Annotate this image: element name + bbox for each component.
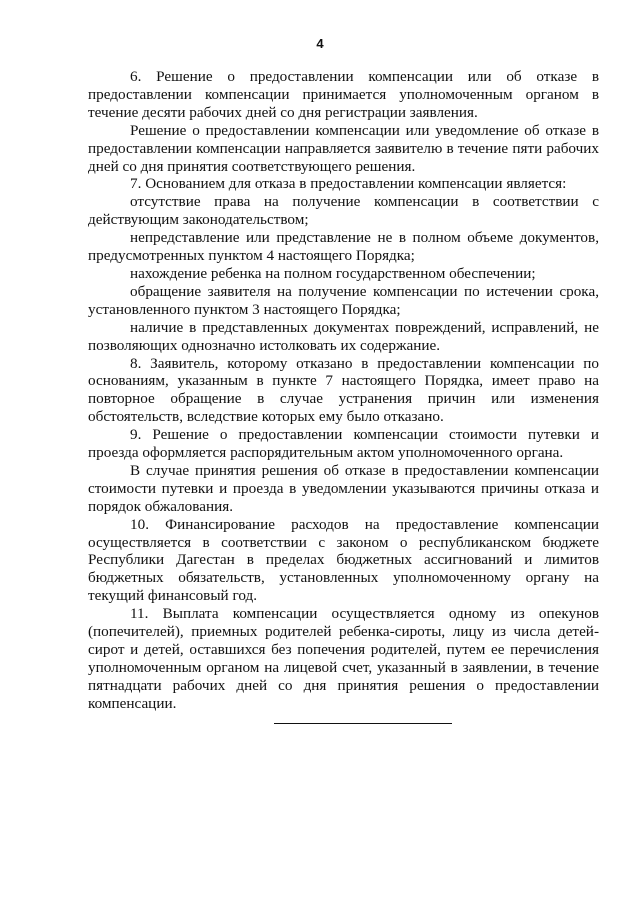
paragraph-11: 11. Выплата компенсации осуществляется одному из опекунов (попечителей), приемных родителей ребенка-сироты, лицу из числа детей-сирот и детей, оставшихся без попечения родителей, путем ее перечисления уполномоченным органом на лицевой счет, указанный в заявлении, в течение пятнадцати рабочих дней со дня принятия решения о предоставлении компенсации.	[88, 605, 599, 712]
page-number: 4	[316, 36, 324, 51]
paragraph-10: 10. Финансирование расходов на предоставление компенсации осуществляется в соответствии с законом о республиканском бюджете Республики Дагестан в пределах бюджетных ассигнований и лимитов бюджетных обязательств, установленных уполномоченному органу на текущий финансовый год.	[88, 515, 599, 605]
paragraph-7-item-documents: непредставление или представление не в полном объеме документов, предусмотренных пунктом 4 настоящего Порядка;	[88, 229, 599, 265]
paragraph-7-item-damaged-docs: наличие в представленных документах повреждений, исправлений, не позволяющих однозначно истолковать их содержание.	[88, 318, 599, 354]
paragraph-9: 9. Решение о предоставлении компенсации стоимости путевки и проезда оформляется распорядительным актом уполномоченного органа.	[88, 426, 599, 462]
paragraph-7-item-state-care: нахождение ребенка на полном государственном обеспечении;	[130, 264, 536, 282]
paragraph-7: 7. Основанием для отказа в предоставлении компенсации является:	[130, 175, 567, 193]
paragraph-9-refusal: В случае принятия решения об отказе в предоставлении компенсации стоимости путевки и проезда в уведомлении указываются причины отказа и порядок обжалования.	[88, 461, 599, 515]
paragraph-7-item-no-right: отсутствие права на получение компенсации в соответствии с действующим законодательством;	[88, 193, 599, 229]
document-body	[88, 68, 599, 713]
paragraph-8: 8. Заявитель, которому отказано в предоставлении компенсации по основаниям, указанным в пункте 7 настоящего Порядка, имеет право на повторное обращение в случае устранения причин или изменения обстоятельств, вследствие которых ему было отказано.	[88, 354, 599, 426]
paragraph-7-item-deadline: обращение заявителя на получение компенсации по истечении срока, установленного пунктом 3 настоящего Порядка;	[88, 282, 599, 318]
closing-separator-line	[274, 723, 452, 724]
paragraph-6-notification: Решение о предоставлении компенсации или уведомление об отказе в предоставлении компенсации направляется заявителю в течение пяти рабочих дней со дня принятия соответствующего решения.	[88, 121, 599, 175]
paragraph-6: 6. Решение о предоставлении компенсации или об отказе в предоставлении компенсации принимается уполномоченным органом в течение десяти рабочих дней со дня регистрации заявления.	[88, 68, 599, 121]
